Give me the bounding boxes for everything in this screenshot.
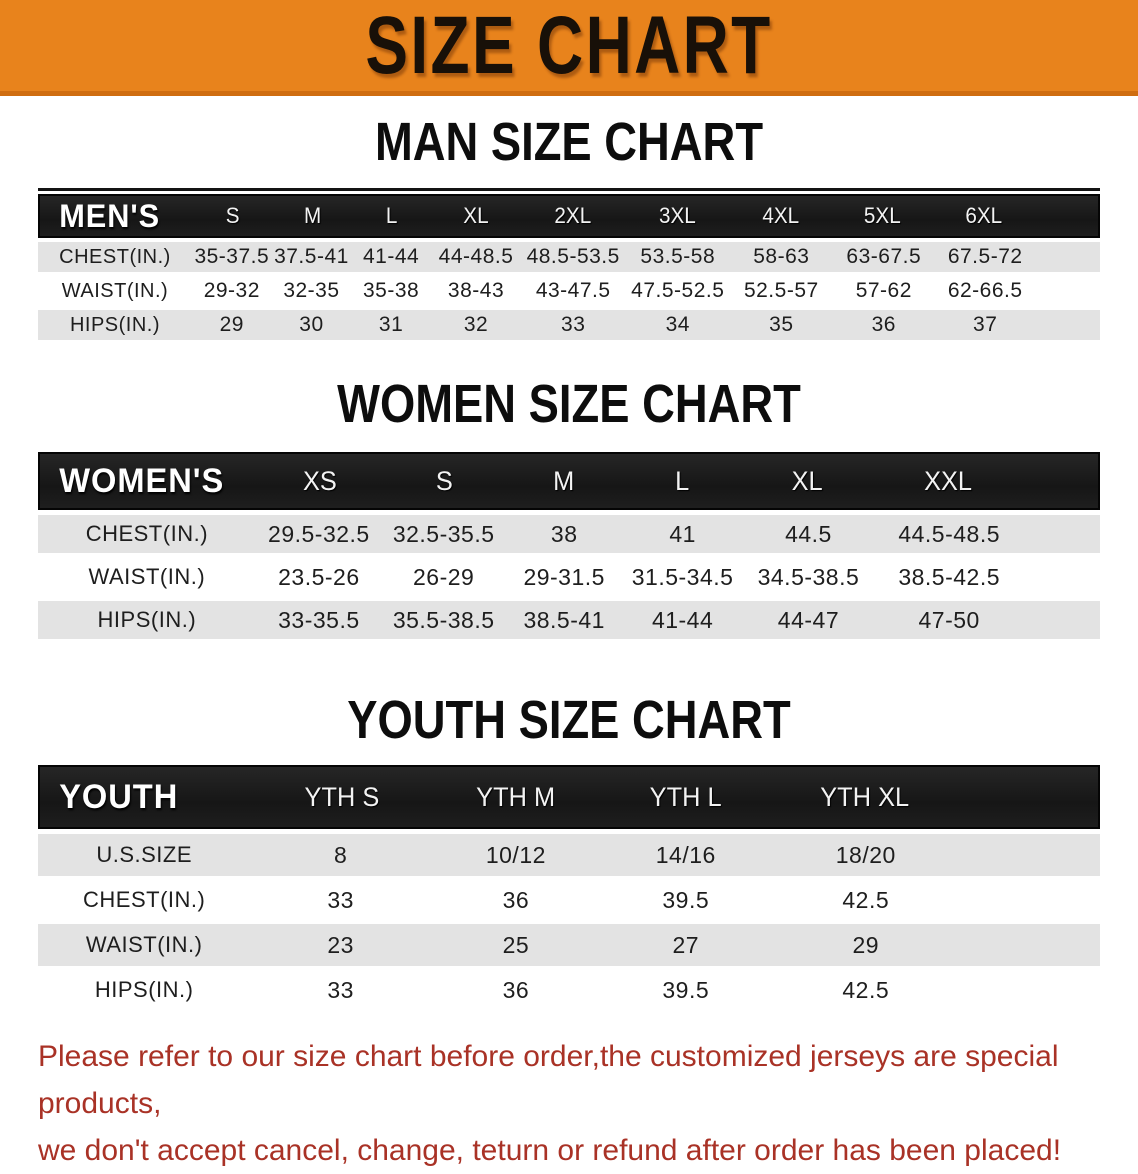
column-header: XL [792, 465, 824, 496]
table-cell: 44.5 [785, 520, 832, 547]
row-label: HIPS(IN.) [97, 607, 197, 632]
table-header-label: WOMEN'S [59, 461, 225, 500]
table-cell: 62-66.5 [947, 279, 1023, 302]
table-cell: 48.5-53.5 [526, 245, 620, 268]
table-cell: 31 [378, 313, 404, 336]
column-header: XXL [923, 465, 972, 496]
youth-section-heading [0, 692, 1138, 748]
table-row [38, 515, 1100, 553]
table-cell: 36 [871, 313, 896, 336]
table-cell: 29-31.5 [523, 563, 605, 590]
row-label: WAIST(IN.) [61, 279, 169, 302]
table-cell: 32-35 [283, 279, 340, 302]
column-header: YTH L [649, 781, 722, 812]
table-cell: 41 [669, 520, 696, 547]
table-cell: 31.5-34.5 [631, 563, 734, 590]
table-cell: 38.5-42.5 [898, 563, 1001, 590]
table-cell: 10/12 [485, 841, 546, 868]
table-cell: 36 [502, 886, 530, 913]
table-cell: 41-44 [651, 606, 714, 633]
youth-size-table-body [38, 765, 1100, 1011]
table-cell: 47.5-52.5 [631, 279, 725, 302]
table-cell: 38.5-41 [523, 606, 605, 633]
table-cell: 29-32 [203, 279, 260, 302]
table-cell: 63-67.5 [846, 245, 922, 268]
table-row [38, 276, 1100, 306]
disclaimer-line-1: Please refer to our size chart before order,the customized jerseys are special products, [38, 1040, 1059, 1120]
column-header: S [435, 465, 453, 496]
table-cell: 18/20 [835, 841, 896, 868]
table-cell: 34 [665, 313, 690, 336]
row-label: HIPS(IN.) [94, 977, 194, 1002]
table-cell: 35 [769, 313, 794, 336]
men-section-heading-text: MAN SIZE CHART [374, 112, 764, 172]
column-header: YTH XL [820, 781, 910, 812]
table-cell: 29.5-32.5 [268, 520, 370, 547]
table-cell: 32 [463, 313, 489, 336]
women-section-heading-text: WOMEN SIZE CHART [337, 374, 801, 434]
banner-title: SIZE CHART [365, 0, 773, 91]
column-header: M [553, 465, 575, 496]
table-cell: 33 [561, 313, 586, 336]
women-section [0, 376, 1138, 639]
table-cell: 27 [672, 931, 700, 958]
table-cell: 35.5-38.5 [392, 606, 495, 633]
table-header-label: YOUTH [59, 777, 179, 816]
table-cell: 42.5 [842, 886, 890, 913]
table-cell: 25 [502, 931, 530, 958]
disclaimer [38, 1033, 1108, 1174]
row-label: CHEST(IN.) [85, 521, 209, 546]
column-header: 4XL [762, 203, 799, 228]
table-cell: 39.5 [662, 976, 710, 1003]
table-cell: 58-63 [753, 245, 810, 268]
youth-section-heading-text: YOUTH SIZE CHART [347, 690, 791, 750]
column-header: M [303, 203, 322, 228]
table-cell: 37.5-41 [274, 245, 349, 268]
table-cell: 36 [502, 976, 530, 1003]
table-cell: 47-50 [918, 606, 980, 633]
table-cell: 44-47 [777, 606, 840, 633]
table-cell: 23 [327, 931, 354, 958]
column-header: 2XL [554, 203, 592, 228]
table-row [38, 834, 1100, 876]
table-cell: 38 [550, 520, 578, 547]
column-header: 6XL [965, 203, 1003, 228]
table-header-row [38, 194, 1100, 238]
column-header: YTH M [476, 781, 556, 812]
column-header: XS [302, 465, 337, 496]
table-cell: 53.5-58 [640, 245, 716, 268]
table-cell: 14/16 [655, 841, 716, 868]
column-header: XL [463, 203, 490, 228]
table-cell: 32.5-35.5 [392, 520, 495, 547]
men-section-heading [0, 114, 1138, 170]
men-size-table-body [38, 194, 1100, 340]
table-header-row [38, 765, 1100, 829]
table-cell: 29 [219, 313, 244, 336]
table-cell: 30 [299, 313, 324, 336]
table-header-label: MEN'S [59, 197, 161, 234]
table-row [38, 558, 1100, 596]
row-label: HIPS(IN.) [69, 313, 161, 336]
table-cell: 41-44 [362, 245, 420, 268]
column-header: L [675, 465, 690, 496]
table-cell: 23.5-26 [278, 563, 360, 590]
table-cell: 38-43 [447, 279, 505, 302]
column-header: L [386, 203, 398, 228]
row-label: CHEST(IN.) [83, 887, 206, 912]
table-cell: 29 [852, 931, 880, 958]
table-cell: 42.5 [842, 976, 890, 1003]
row-label: CHEST(IN.) [59, 245, 171, 268]
table-row [38, 969, 1100, 1011]
table-row [38, 924, 1100, 966]
table-top-rule [38, 188, 1100, 191]
youth-section [0, 692, 1138, 1011]
table-row [38, 601, 1100, 639]
table-cell: 37 [973, 313, 998, 336]
table-cell: 33 [327, 886, 354, 913]
table-cell: 8 [334, 841, 348, 868]
banner [0, 0, 1138, 96]
table-cell: 57-62 [855, 279, 912, 302]
row-label: WAIST(IN.) [88, 564, 206, 589]
table-cell: 35-37.5 [194, 245, 270, 268]
row-label: WAIST(IN.) [85, 932, 203, 957]
women-size-table [38, 452, 1100, 639]
women-section-heading [0, 376, 1138, 432]
column-header: 3XL [658, 203, 696, 228]
row-label: U.S.SIZE [96, 842, 193, 867]
youth-size-table [38, 765, 1100, 1011]
column-header: 5XL [864, 203, 902, 228]
men-size-table [38, 188, 1100, 340]
table-cell: 39.5 [662, 886, 710, 913]
table-cell: 52.5-57 [743, 279, 819, 302]
table-cell: 44.5-48.5 [898, 520, 1001, 547]
table-cell: 43-47.5 [535, 279, 611, 302]
table-row [38, 310, 1100, 340]
column-header: S [226, 203, 240, 228]
table-cell: 35-38 [362, 279, 420, 302]
table-cell: 67.5-72 [947, 245, 1023, 268]
table-cell: 33-35.5 [278, 606, 360, 633]
table-header-row [38, 452, 1100, 510]
table-cell: 33 [327, 976, 354, 1003]
column-header: YTH S [304, 781, 379, 812]
table-row [38, 242, 1100, 272]
disclaimer-line-2: we don't accept cancel, change, teturn or refund after order has been placed! [38, 1134, 1062, 1167]
table-cell: 44-48.5 [438, 245, 514, 268]
table-cell: 34.5-38.5 [757, 563, 860, 590]
table-row [38, 879, 1100, 921]
women-size-table-body [38, 452, 1100, 639]
men-section [0, 114, 1138, 340]
table-cell: 26-29 [413, 563, 475, 590]
